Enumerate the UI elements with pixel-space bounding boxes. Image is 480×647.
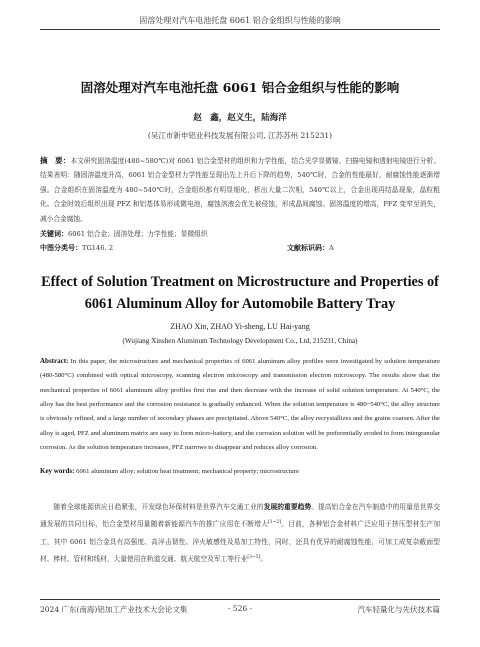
title-chinese: 固溶处理对汽车电池托盘 6061 铝合金组织与性能的影响 [80, 80, 400, 95]
keywords-label-chinese: 关键词： [40, 229, 68, 238]
body-text-part-3: 。目前，各种铝合金材料广泛应用于挤压型材生产加工，其中 6061 铝合金具有高强度、高淬击韧性、淬火敏感性及易加工特性，同时，还具有优异的耐腐蚀性能，可加工成复杂截面型材、棒材、管材和线材，大量使用在轨道交通、航天航空及军工等行业 [40, 520, 441, 563]
citation-ref-2[interactable]: [3~5] [247, 554, 261, 560]
footer-section-title: 汽车轻量化与先伏技术篇 [357, 605, 440, 614]
abstract-label-english: Abstract: [40, 357, 69, 365]
abstract-english [40, 354, 440, 455]
authors-chinese: 赵 鑫，赵义生，陆海洋 [193, 113, 287, 123]
keywords-chinese [40, 228, 440, 239]
keywords-label-english: Key words: [40, 467, 75, 475]
title-english: Effect of Solution Treatment on Microstructure and Properties of 6061 Aluminum Alloy for Automobile Battery Tray [41, 274, 439, 312]
document-code [287, 243, 334, 253]
running-header: 固溶处理对汽车电池托盘 6061 铝合金组织与性能的影响 [139, 16, 341, 25]
document-code-label: 文献标识码： [287, 243, 329, 252]
body-text-emphasis: 发展的重要趋势 [263, 503, 312, 511]
body-text-part-2: 。提高铝合金在汽车制造中的用量是世界交通发展的共同目标，铝合金型材用量随着新能源汽车的推广应用在不断增大 [40, 503, 441, 529]
abstract-label-chinese: 摘 要： [40, 156, 71, 165]
document-code-value: A [329, 244, 334, 252]
keywords-english [40, 467, 440, 475]
body-text-part-1: 随着全球能源供应日趋紧张，开发绿色环保材料是世界汽车交通工业的 [53, 503, 264, 511]
abstract-text-english: In this paper, the microstructure and mechanical properties of 6061 aluminum alloy profiles were investigated by solution temperature (480-580°C) combined with optical microscopy, scanning electron microscopy and transmission electron microscopy. The results show that the mechanical properties of 6061 aluminum alloy profiles first rise and then decrease with the increase of solid solution temperature. At 540°C, the alloy has the best performance and the corrosion resistance is gradually enhanced. When the solution temperature is 480~540°C, the alloy structure is obviously refined, and a large number of secondary phases are precipitated. Above 540°C, the alloy recrystallizes and the grains coarsen. After the alloy is aged, PFZ and aluminum matrix are easy to form micro-battery, and the corrosion solution will be preferentially eroded to form intergranular corrosion. As the solution temperature increases, PFZ narrows to disappear and reduces alloy corrosion. [40, 358, 440, 452]
citation-ref-1[interactable]: [1~2] [268, 520, 282, 526]
footer-proceedings-title: 2024 广东(南海)铝加工产业技术大会论文集 [40, 605, 188, 614]
keywords-text-english: 6061 aluminum alloy; solution heat treatment; mechanical property; microstructure [76, 468, 299, 475]
class-number-value: TG146. 2 [82, 244, 114, 252]
keywords-text-chinese: 6061 铝合金；固溶处理；力学性能；显微组织 [68, 230, 208, 238]
affiliation-english: (Wujiang Xinshen Aluminum Technology Development Co., Ltd, 215231, China) [122, 337, 358, 345]
header-rule [40, 29, 440, 30]
class-number-label: 中图分类号： [40, 243, 82, 252]
abstract-chinese [40, 154, 440, 226]
affiliation-chinese: (吴江市新申铝业科技发展有限公司, 江苏苏州 215231) [147, 131, 333, 140]
body-text-part-4: 。 [260, 554, 268, 563]
footer-rule [40, 599, 440, 600]
authors-english: ZHAO Xin, ZHAO Yi-sheng, LU Hai-yang [170, 322, 310, 331]
body-paragraph [40, 499, 440, 568]
abstract-text-chinese: 本文研究固溶温度(480~580℃)对 6061 铝合金型材的组织和力学性能，结合光学显微镜、扫描电镜和透射电镜进行分析。结果表明：随固溶温度升高，6061 铝合金型材力学性能呈现出先上升后下降的趋势，540℃时，合金的性能最好，耐腐蚀性能逐渐增强。合金组织在固溶温度为 480~540℃时，合金组织都有明显细化，析出大量二次相，540℃以上，合金出现再结晶现象，晶粒粗化。合金时效后组织出现 PFZ 和铝基体易形成微电池，腐蚀溶液会优先被侵蚀，形成晶间腐蚀。固溶温度的增高，PFZ 变窄至消失，减小合金腐蚀。 [40, 157, 441, 223]
footer-page-number: - 526 - [227, 604, 253, 613]
classification-line [40, 243, 440, 253]
